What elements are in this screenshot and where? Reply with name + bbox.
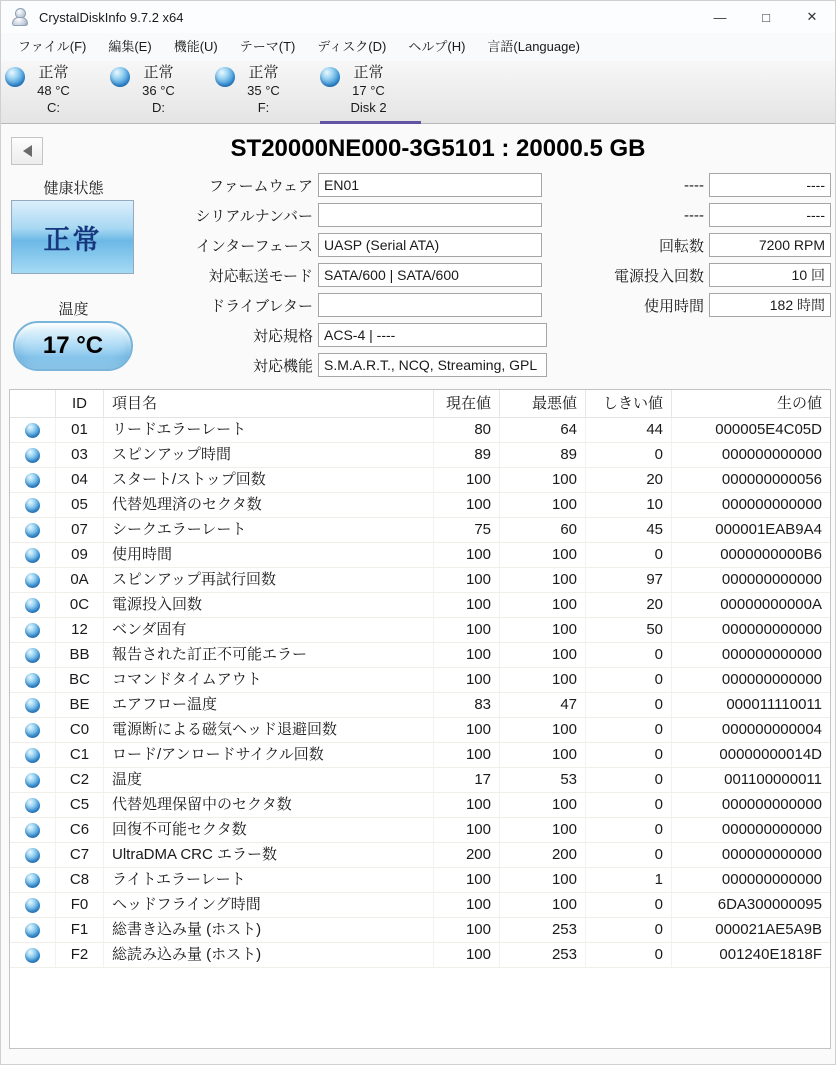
attribute-id: 04 <box>56 468 104 492</box>
attribute-raw: 000011110011 <box>726 696 822 713</box>
maximize-icon[interactable]: □ <box>762 9 770 25</box>
status-orb-icon <box>25 698 40 713</box>
info-field-row <box>1 353 547 377</box>
window-title: CrystalDiskInfo 9.7.2 x64 <box>39 9 184 25</box>
attribute-raw: 6DA300000095 <box>717 896 822 913</box>
attribute-worst: 100 <box>500 743 586 767</box>
tab-drive-label: F: <box>257 100 270 115</box>
attribute-threshold: 10 <box>586 493 672 517</box>
attribute-raw: 001100000011 <box>724 771 822 788</box>
drive-info-fields-left <box>1 173 547 377</box>
table-row <box>10 443 830 468</box>
attribute-current: 100 <box>434 543 500 567</box>
attribute-name: スタート/ストップ回数 <box>104 468 434 492</box>
attribute-threshold: 44 <box>586 418 672 442</box>
attribute-id: 12 <box>56 618 104 642</box>
attribute-worst: 64 <box>500 418 586 442</box>
drive-tab[interactable] <box>211 61 316 123</box>
health-status-button[interactable]: 正常 <box>11 200 134 274</box>
attribute-threshold: 50 <box>586 618 672 642</box>
tab-drive-label: D: <box>152 100 165 115</box>
tab-temperature: 36 °C <box>142 83 175 98</box>
info-field-value <box>318 203 542 227</box>
attribute-worst: 200 <box>500 843 586 867</box>
table-row <box>10 568 830 593</box>
info-field-label: 回転数 <box>658 237 704 255</box>
info-field-value: S.M.A.R.T., NCQ, Streaming, GPL <box>318 353 547 377</box>
info-field-label: ---- <box>684 206 704 224</box>
info-field-label: インターフェース <box>195 237 313 255</box>
attribute-id: F1 <box>56 918 104 942</box>
attribute-current: 100 <box>434 593 500 617</box>
header-threshold: しきい値 <box>586 390 672 417</box>
attribute-worst: 100 <box>500 643 586 667</box>
attribute-current: 100 <box>434 943 500 967</box>
drive-tab[interactable] <box>1 61 106 123</box>
menu-item[interactable]: ヘルプ(H) <box>408 39 466 54</box>
attribute-id: C0 <box>56 718 104 742</box>
status-orb-icon <box>25 448 40 463</box>
attribute-raw: 000000000000 <box>721 796 822 813</box>
close-icon[interactable]: ✕ <box>806 9 818 24</box>
table-row <box>10 468 830 493</box>
attribute-worst: 100 <box>500 593 586 617</box>
tab-temperature: 17 °C <box>352 83 385 98</box>
attribute-current: 100 <box>434 868 500 892</box>
attribute-worst: 100 <box>500 793 586 817</box>
status-orb-icon <box>25 748 40 763</box>
attribute-worst: 100 <box>500 718 586 742</box>
info-field-row <box>557 263 831 287</box>
attribute-current: 17 <box>434 768 500 792</box>
attribute-threshold: 20 <box>586 593 672 617</box>
drive-model-title: ST20000NE000-3G5101 : 20000.5 GB <box>230 135 646 162</box>
attribute-worst: 100 <box>500 468 586 492</box>
attribute-threshold: 97 <box>586 568 672 592</box>
attribute-id: C7 <box>56 843 104 867</box>
attribute-current: 100 <box>434 718 500 742</box>
table-row <box>10 868 830 893</box>
info-field-label: ---- <box>684 176 704 194</box>
attribute-worst: 89 <box>500 443 586 467</box>
info-field-label: 使用時間 <box>643 297 704 315</box>
info-field-value: ACS-4 | ---- <box>318 323 547 347</box>
info-field-value: 7200 RPM <box>709 233 831 257</box>
attribute-name: 総読み込み量 (ホスト) <box>104 943 434 967</box>
attribute-id: 01 <box>56 418 104 442</box>
attribute-name: ライトエラーレート <box>104 868 434 892</box>
attribute-raw: 000000000000 <box>721 671 822 688</box>
info-field-value <box>318 293 542 317</box>
table-row <box>10 743 830 768</box>
attribute-name: 報告された訂正不可能エラー <box>104 643 434 667</box>
table-row <box>10 768 830 793</box>
status-orb-icon <box>25 473 40 488</box>
info-field-value: 182 時間 <box>709 293 831 317</box>
menu-item[interactable]: ファイル(F) <box>18 39 87 54</box>
title-bar <box>1 1 835 33</box>
status-orb-icon <box>25 773 40 788</box>
info-field-row <box>1 233 547 257</box>
back-button[interactable] <box>11 137 43 165</box>
health-status-label: 健康状態 <box>43 180 104 197</box>
attribute-raw: 000000000000 <box>721 871 822 888</box>
tab-health-status: 正常 <box>353 64 384 81</box>
attribute-name: 温度 <box>104 768 434 792</box>
status-orb-icon <box>25 723 40 738</box>
attribute-worst: 253 <box>500 943 586 967</box>
info-field-value: UASP (Serial ATA) <box>318 233 542 257</box>
status-orb-icon <box>25 648 40 663</box>
attribute-name: 回復不可能セクタ数 <box>104 818 434 842</box>
attribute-raw: 000000000004 <box>721 721 822 738</box>
attribute-threshold: 0 <box>586 443 672 467</box>
attribute-id: 0A <box>56 568 104 592</box>
table-row <box>10 818 830 843</box>
attribute-current: 100 <box>434 893 500 917</box>
attribute-raw: 001240E1818F <box>719 946 822 963</box>
attribute-threshold: 1 <box>586 868 672 892</box>
attribute-raw: 000000000000 <box>721 571 822 588</box>
attribute-threshold: 0 <box>586 543 672 567</box>
status-orb-icon <box>25 673 40 688</box>
attribute-current: 100 <box>434 568 500 592</box>
back-arrow-icon <box>23 145 32 157</box>
table-row <box>10 918 830 943</box>
status-orb-icon <box>25 873 40 888</box>
status-orb-icon <box>25 498 40 513</box>
info-field-value: ---- <box>709 203 831 227</box>
status-orb-icon <box>25 548 40 563</box>
table-row <box>10 668 830 693</box>
attribute-current: 100 <box>434 743 500 767</box>
status-orb-icon <box>25 948 40 963</box>
attribute-raw: 000000000000 <box>721 446 822 463</box>
attribute-name: 電源投入回数 <box>104 593 434 617</box>
attribute-current: 100 <box>434 918 500 942</box>
tab-temperature: 35 °C <box>247 83 280 98</box>
attribute-worst: 47 <box>500 693 586 717</box>
status-orb-icon <box>110 67 130 87</box>
attribute-name: コマンドタイムアウト <box>104 668 434 692</box>
info-field-value: SATA/600 | SATA/600 <box>318 263 542 287</box>
attribute-worst: 100 <box>500 493 586 517</box>
tab-drive-label: C: <box>47 100 60 115</box>
attribute-current: 100 <box>434 818 500 842</box>
attribute-worst: 60 <box>500 518 586 542</box>
smart-table-body <box>10 418 830 968</box>
attribute-name: シークエラーレート <box>104 518 434 542</box>
attribute-name: ベンダ固有 <box>104 618 434 642</box>
attribute-current: 80 <box>434 418 500 442</box>
status-orb-icon <box>25 898 40 913</box>
attribute-name: リードエラーレート <box>104 418 434 442</box>
attribute-name: 使用時間 <box>104 543 434 567</box>
table-row <box>10 843 830 868</box>
status-orb-icon <box>25 798 40 813</box>
attribute-current: 200 <box>434 843 500 867</box>
attribute-threshold: 0 <box>586 943 672 967</box>
attribute-threshold: 0 <box>586 718 672 742</box>
header-attribute-name: 項目名 <box>104 390 434 417</box>
status-orb-icon <box>25 623 40 638</box>
attribute-id: F2 <box>56 943 104 967</box>
info-field-label: 対応機能 <box>252 357 313 375</box>
app-icon <box>11 7 31 27</box>
info-field-value: 10 回 <box>709 263 831 287</box>
status-orb-icon <box>25 573 40 588</box>
info-field-label: 対応規格 <box>252 327 313 345</box>
attribute-raw: 000005E4C05D <box>715 421 822 438</box>
attribute-current: 75 <box>434 518 500 542</box>
attribute-worst: 100 <box>500 893 586 917</box>
tab-health-status: 正常 <box>248 64 279 81</box>
attribute-current: 100 <box>434 468 500 492</box>
status-orb-icon <box>25 423 40 438</box>
attribute-current: 89 <box>434 443 500 467</box>
attribute-threshold: 0 <box>586 793 672 817</box>
table-row <box>10 493 830 518</box>
attribute-worst: 100 <box>500 868 586 892</box>
attribute-threshold: 0 <box>586 743 672 767</box>
info-field-value: ---- <box>709 173 831 197</box>
info-field-row <box>1 293 547 317</box>
attribute-id: 0C <box>56 593 104 617</box>
attribute-current: 100 <box>434 493 500 517</box>
menu-item[interactable]: テーマ(T) <box>239 39 296 54</box>
table-row <box>10 893 830 918</box>
table-row <box>10 518 830 543</box>
attribute-name: スピンアップ再試行回数 <box>104 568 434 592</box>
info-field-row <box>557 173 831 197</box>
attribute-id: C2 <box>56 768 104 792</box>
info-field-label: 対応転送モード <box>208 267 313 285</box>
info-field-label: シリアルナンバー <box>195 207 313 225</box>
tab-health-status: 正常 <box>143 64 174 81</box>
attribute-threshold: 45 <box>586 518 672 542</box>
status-orb-icon <box>25 848 40 863</box>
attribute-id: BB <box>56 643 104 667</box>
attribute-raw: 000000000000 <box>721 646 822 663</box>
attribute-name: ロード/アンロードサイクル回数 <box>104 743 434 767</box>
attribute-id: F0 <box>56 893 104 917</box>
attribute-current: 100 <box>434 668 500 692</box>
menu-item[interactable]: 編集(E) <box>108 39 152 54</box>
attribute-id: 05 <box>56 493 104 517</box>
status-orb-icon <box>25 923 40 938</box>
table-row <box>10 943 830 968</box>
status-orb-icon <box>215 67 235 87</box>
tab-health-status: 正常 <box>38 64 69 81</box>
attribute-name: エアフロー温度 <box>104 693 434 717</box>
attribute-name: UltraDMA CRC エラー数 <box>104 843 434 867</box>
attribute-raw: 0000000000B6 <box>720 546 822 563</box>
attribute-raw: 000000000000 <box>721 846 822 863</box>
attribute-threshold: 0 <box>586 768 672 792</box>
tab-drive-label: Disk 2 <box>350 100 387 115</box>
header-status-column <box>10 390 56 417</box>
drive-tab-strip <box>1 61 835 124</box>
smart-table-header <box>10 390 830 418</box>
info-field-row <box>1 203 547 227</box>
attribute-threshold: 0 <box>586 668 672 692</box>
attribute-raw: 00000000000A <box>720 596 822 613</box>
status-orb-icon <box>25 823 40 838</box>
menu-bar <box>1 33 835 62</box>
attribute-worst: 100 <box>500 818 586 842</box>
temperature-indicator: 17 °C <box>13 321 133 371</box>
attribute-current: 100 <box>434 618 500 642</box>
attribute-worst: 100 <box>500 568 586 592</box>
attribute-threshold: 0 <box>586 818 672 842</box>
attribute-name: 代替処理保留中のセクタ数 <box>104 793 434 817</box>
attribute-worst: 253 <box>500 918 586 942</box>
info-field-label: ドライブレター <box>210 297 313 315</box>
status-orb-icon <box>5 67 25 87</box>
attribute-threshold: 0 <box>586 918 672 942</box>
attribute-raw: 000021AE5A9B <box>715 921 822 938</box>
status-orb-icon <box>25 523 40 538</box>
attribute-threshold: 0 <box>586 643 672 667</box>
attribute-threshold: 0 <box>586 693 672 717</box>
attribute-id: 09 <box>56 543 104 567</box>
header-raw-value: 生の値 <box>776 395 822 412</box>
table-row <box>10 793 830 818</box>
info-field-label: 電源投入回数 <box>613 267 704 285</box>
attribute-name: ヘッドフライング時間 <box>104 893 434 917</box>
table-row <box>10 618 830 643</box>
attribute-current: 100 <box>434 793 500 817</box>
attribute-threshold: 0 <box>586 893 672 917</box>
attribute-current: 100 <box>434 643 500 667</box>
attribute-id: C8 <box>56 868 104 892</box>
attribute-id: 07 <box>56 518 104 542</box>
attribute-raw: 000000000000 <box>721 821 822 838</box>
table-row <box>10 418 830 443</box>
header-id: ID <box>56 390 104 417</box>
attribute-raw: 000001EAB9A4 <box>715 521 822 538</box>
attribute-name: 電源断による磁気ヘッド退避回数 <box>104 718 434 742</box>
window-controls <box>697 1 835 33</box>
info-field-row <box>557 293 831 317</box>
attribute-name: スピンアップ時間 <box>104 443 434 467</box>
attribute-name: 代替処理済のセクタ数 <box>104 493 434 517</box>
status-orb-icon <box>320 67 340 87</box>
table-row <box>10 718 830 743</box>
info-field-row <box>557 233 831 257</box>
attribute-id: C6 <box>56 818 104 842</box>
drive-info-fields-right <box>557 173 831 317</box>
table-row <box>10 543 830 568</box>
menu-item[interactable]: 言語(Language) <box>487 39 580 54</box>
menu-item[interactable]: 機能(U) <box>173 39 218 54</box>
attribute-raw: 000000000056 <box>721 471 822 488</box>
attribute-raw: 00000000014D <box>719 746 822 763</box>
attribute-id: C1 <box>56 743 104 767</box>
info-field-row <box>1 173 547 197</box>
attribute-worst: 100 <box>500 668 586 692</box>
status-orb-icon <box>25 598 40 613</box>
info-field-label: ファームウェア <box>208 177 313 195</box>
attribute-raw: 000000000000 <box>721 621 822 638</box>
tab-temperature: 48 °C <box>37 83 70 98</box>
attribute-worst: 100 <box>500 618 586 642</box>
attribute-name: 総書き込み量 (ホスト) <box>104 918 434 942</box>
attribute-threshold: 0 <box>586 843 672 867</box>
attribute-id: 03 <box>56 443 104 467</box>
drive-tab[interactable] <box>316 61 421 123</box>
info-field-value: EN01 <box>318 173 542 197</box>
attribute-raw: 000000000000 <box>721 496 822 513</box>
header-current-value: 現在値 <box>434 390 500 417</box>
attribute-id: BE <box>56 693 104 717</box>
drive-tab[interactable] <box>106 61 211 123</box>
attribute-threshold: 20 <box>586 468 672 492</box>
attribute-worst: 100 <box>500 543 586 567</box>
info-field-row <box>557 203 831 227</box>
menu-item[interactable]: ディスク(D) <box>317 39 387 54</box>
attribute-current: 83 <box>434 693 500 717</box>
table-row <box>10 643 830 668</box>
attribute-id: BC <box>56 668 104 692</box>
table-row <box>10 693 830 718</box>
attribute-id: C5 <box>56 793 104 817</box>
header-worst-value: 最悪値 <box>500 390 586 417</box>
info-field-row <box>1 263 547 287</box>
smart-attribute-table <box>9 389 831 1049</box>
temperature-label: 温度 <box>58 301 89 318</box>
minimize-icon[interactable]: — <box>713 9 727 25</box>
table-row <box>10 593 830 618</box>
attribute-worst: 53 <box>500 768 586 792</box>
info-field-row <box>1 323 547 347</box>
